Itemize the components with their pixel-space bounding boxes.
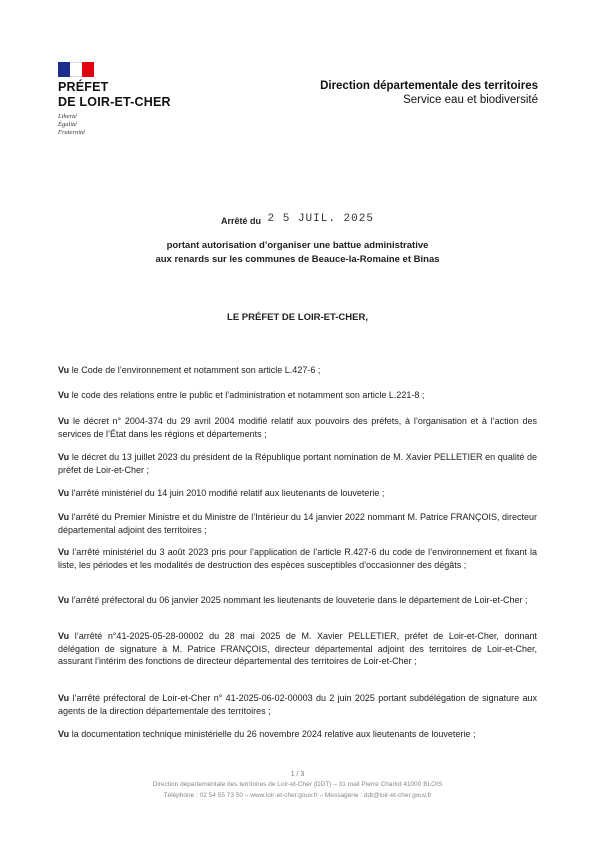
consideration-item: Vu le code des relations entre le public et l’administration et notamment son article L.221-8 ;	[58, 390, 425, 400]
arrete-title	[0, 213, 595, 228]
motto-egalite: Égalité	[58, 121, 77, 128]
department-service: Service eau et biodiversité	[403, 94, 538, 106]
footer-address: Direction départementale des territoires de Loir-et-Cher (DDT) – 31 mail Pierre Charlot 41000 BLOIS	[152, 781, 443, 788]
consideration-item: Vu l’arrêté n°41-2025-05-28-00002 du 28 mai 2025 de M. Xavier PELLETIER, préfet de Loir-et-Cher, donnant délégation de signature à M. Patrice FRANÇOIS, directeur départemental adjoint des territoires de Loir-et-Cher, assurant l’intérim des fonctions de directeur départemental des territoires de Loir-et-Cher ;	[58, 631, 537, 666]
consideration-item: Vu l’arrêté ministériel du 3 août 2023 pris pour l’application de l’article R.427-6 du code de l’environnement et fixant la liste, les périodes et les modalités de destruction des espèces susceptibles d’occasionner des dégâts ;	[58, 547, 537, 570]
motto-liberte: Liberté	[58, 113, 77, 120]
motto-fraternite: Fraternité	[58, 129, 85, 136]
consideration-item: Vu l’arrêté préfectoral du 06 janvier 2025 nommant les lieutenants de louveterie dans le département de Loir-et-Cher ;	[58, 595, 528, 605]
arrete-label: Arrêté du	[221, 216, 262, 226]
consideration-item: Vu l’arrêté du Premier Ministre et du Ministre de l’Intérieur du 14 janvier 2022 nommant M. Patrice FRANÇOIS, directeur départemental adjoint des territoires ;	[58, 512, 537, 535]
prefecture-logo-line1: PRÉFET	[58, 80, 109, 94]
flag-blue-band	[58, 62, 70, 77]
flag-white-band	[70, 62, 82, 77]
republic-flag-logo	[58, 62, 94, 77]
date-stamp: 2 5 JUIL. 2025	[267, 213, 374, 225]
authority-heading: LE PRÉFET DE LOIR-ET-CHER,	[227, 312, 368, 323]
arrete-subtitle-line2: aux renards sur les communes de Beauce-la-Romaine et Binas	[155, 254, 440, 265]
footer-contact: Téléphone : 02 54 55 73 50 – www.loir-et-cher.gouv.fr – Messagerie : ddt@loir-et-cher.gouv.fr	[163, 792, 432, 799]
department-header	[320, 80, 538, 106]
department-title: Direction départementale des territoires	[320, 80, 538, 92]
flag-red-band	[82, 62, 94, 77]
prefecture-logo-line2: DE LOIR-ET-CHER	[58, 95, 171, 109]
consideration-item: Vu le décret du 13 juillet 2023 du président de la République portant nomination de M. Xavier PELLETIER en qualité de préfet de Loir-et-Cher ;	[58, 452, 537, 475]
consideration-item: Vu le décret n° 2004-374 du 29 avril 2004 modifié relatif aux pouvoirs des préfets, à l’organisation et à l’action des services de l’État dans les régions et départements ;	[58, 416, 537, 439]
consideration-item: Vu le Code de l’environnement et notamment son article L.427-6 ;	[58, 365, 321, 375]
consideration-item: Vu l’arrêté préfectoral de Loir-et-Cher n° 41-2025-06-02-00003 du 2 juin 2025 portant subdélégation de signature aux agents de la direction départementale des territoires ;	[58, 693, 537, 716]
consideration-item: Vu la documentation technique ministérielle du 26 novembre 2024 relative aux lieutenants de louveterie ;	[58, 729, 476, 739]
consideration-item: Vu l’arrêté ministériel du 14 juin 2010 modifié relatif aux lieutenants de louveterie ;	[58, 488, 385, 498]
page-number: 1 / 3	[290, 771, 305, 778]
arrete-subtitle-line1: portant autorisation d’organiser une battue administrative	[166, 240, 429, 251]
